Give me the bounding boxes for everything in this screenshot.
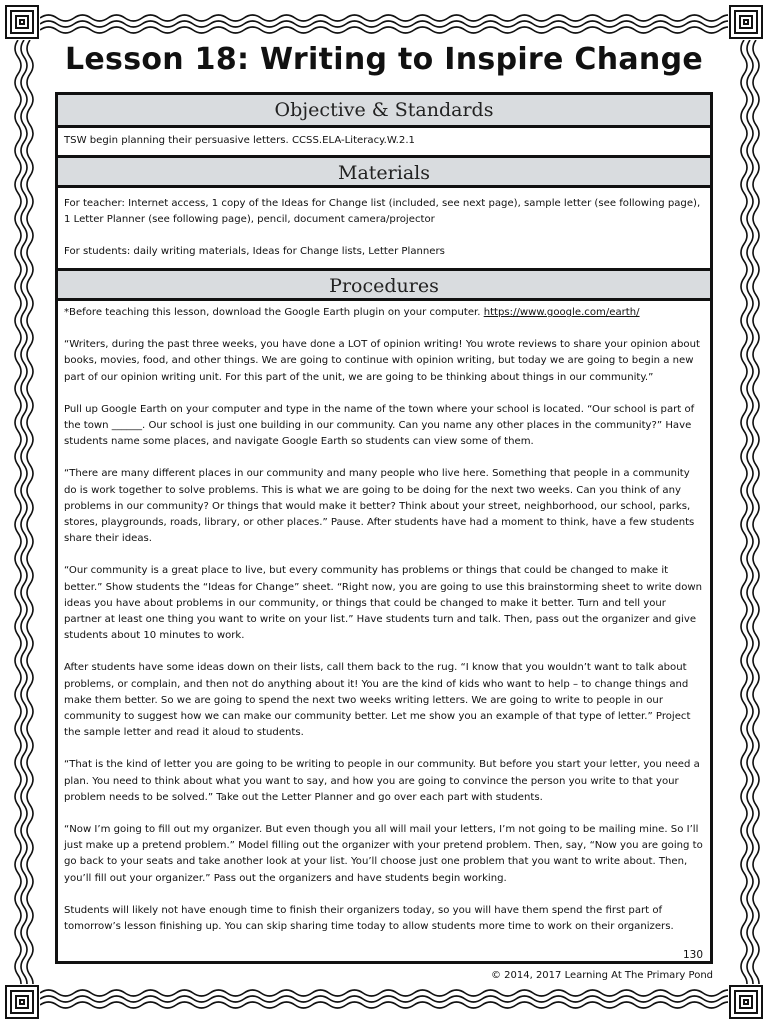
procedure-paragraph: “Writers, during the past three weeks, you have done a LOT of opinion writing! You wrote reviews to share your opinion about books, movies, food, and other things. We are going to continue with opinion writing, but today we are going to begin a new part of our opinion writing unit. For this part of the unit, we are going to be thinking about things in our community.” bbox=[64, 339, 700, 383]
spiral-corner-icon bbox=[6, 986, 38, 1018]
wave-line bbox=[40, 15, 754, 21]
spiral-corner-icon bbox=[6, 6, 38, 38]
materials-students: For students: daily writing materials, Ideas for Change lists, Letter Planners bbox=[64, 246, 445, 258]
wave-line bbox=[27, 40, 33, 992]
procedure-paragraph: “That is the kind of letter you are going to be writing to people in our community. But before you start your letter, you need a plan. You need to think about what you want to say, and how you are going to convince the person you write to that your problem needs to be solved.” Take out the Letter Planner and go over each part with students. bbox=[64, 759, 700, 803]
wave-line bbox=[40, 990, 754, 996]
spiral-corner-icon bbox=[730, 6, 762, 38]
wave-line bbox=[40, 1002, 754, 1008]
wave-line bbox=[40, 27, 754, 33]
procedure-paragraph: Students will likely not have enough time to finish their organizers today, so you will have them spend the first part of tomorrow’s lesson finishing up. You can skip sharing time today to allow students more time to work on their organizers. bbox=[64, 904, 674, 933]
objective-text: TSW begin planning their persuasive letters. CCSS.ELA-Literacy.W.2.1 bbox=[64, 135, 415, 146]
materials-body bbox=[58, 188, 710, 268]
procedures-body bbox=[58, 301, 710, 969]
copyright-notice: © 2014, 2017 Learning At The Primary Pond bbox=[490, 970, 713, 981]
google-earth-link[interactable]: https://www.google.com/earth/ bbox=[483, 307, 640, 318]
wave-line bbox=[741, 40, 747, 992]
page-number: 130 bbox=[682, 948, 703, 961]
procedure-paragraph: “Now I’m going to fill out my organizer. But even though you all will mail your letters, I’m not going to be mailing mine. So I’ll just make up a pretend problem.” Model filling out the organizer with your pretend problem. Then, say, “Now you are going to go back to your seats and take another look at your list. You’ll choose just one problem that you want to write about. Then, you’ll fill out your organizer.” Pass out the organizers and have students begin working. bbox=[64, 824, 703, 884]
wave-line bbox=[40, 996, 754, 1002]
procedures-heading: Procedures bbox=[58, 268, 710, 301]
procedure-paragraph: “Our community is a great place to live, but every community has problems or things that could be changed to make it better.” Show students the “Ideas for Change” sheet. “Right now, you are going to use this brainstorming sheet to write down ideas you have about problems in our community, or things that could be changed to make it better. Turn and tell your partner at least one thing you want to write on your list.” Have students turn and talk. Then, pass out the organizer and give students about 10 minutes to work. bbox=[64, 565, 703, 642]
spiral-corner-icon bbox=[730, 986, 762, 1018]
procedure-paragraph: After students have some ideas down on their lists, call them back to the rug. “I know that you wouldn’t want to talk about problems, or complain, and then not do anything about it! You are the kind of kids who want to help – to change things and make them better. So we are going to spend the next two weeks writing letters. We are going to write to people in our community to suggest how we can make our community better. Let me show you an example of that type of letter.” Project the sample letter and read it aloud to students. bbox=[64, 662, 691, 739]
procedure-intro bbox=[64, 305, 704, 321]
procedure-intro-text: *Before teaching this lesson, download the Google Earth plugin on your computer. bbox=[64, 307, 484, 318]
wave-line bbox=[21, 40, 27, 992]
lesson-title: Lesson 18: Writing to Inspire Change bbox=[64, 42, 704, 77]
materials-teacher: For teacher: Internet access, 1 copy of the Ideas for Change list (included, see next page), sample letter (see following page), 1 Letter Planner (see following page), pencil, document camera/projector bbox=[64, 198, 701, 226]
lesson-plan-box bbox=[55, 92, 713, 964]
wave-line bbox=[15, 40, 21, 992]
materials-heading: Materials bbox=[58, 155, 710, 188]
procedure-paragraph: “There are many different places in our community and many people who live here. Something that people in a community do is work together to solve problems. This is what we are going to be doing for the next two weeks. Can you think of any problems in our community? Or things that would make it better? Think about your street, neighborhood, our school, parks, stores, playgrounds, roads, library, or other places.” Pause. After students have had a moment to think, have a few students share their ideas. bbox=[64, 468, 695, 545]
wave-line bbox=[40, 21, 754, 27]
wave-line bbox=[747, 40, 753, 992]
wave-line bbox=[753, 40, 759, 992]
procedure-paragraph: Pull up Google Earth on your computer and type in the name of the town where your school is located. “Our school is part of the town ______. Our school is just one building in our community. Can you name any other places in the community?” Have students name some places, and navigate Google Earth so students can view some of them. bbox=[64, 403, 695, 448]
objective-heading: Objective & Standards bbox=[58, 95, 710, 128]
